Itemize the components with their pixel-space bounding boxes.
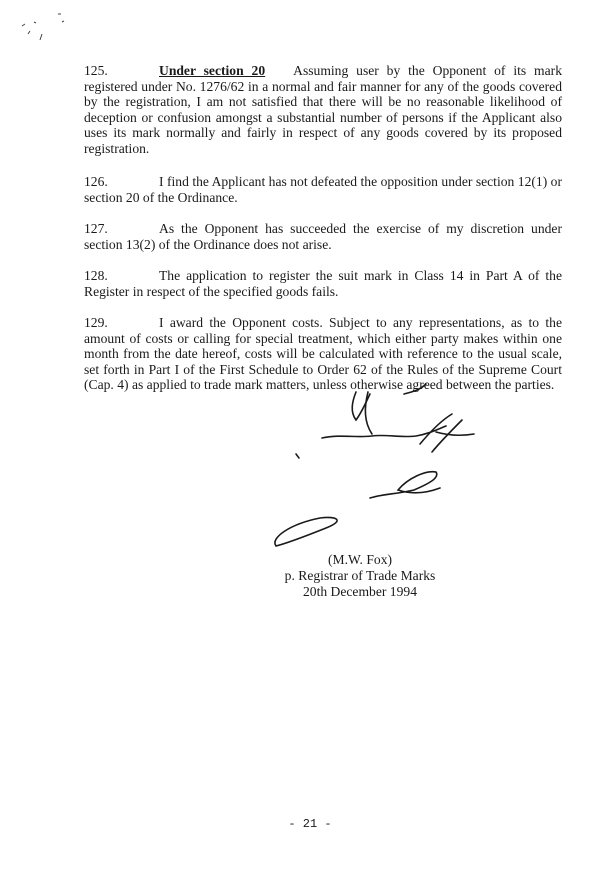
- signature-strokes: [275, 384, 474, 546]
- paragraph-number: 126.: [84, 174, 108, 189]
- paragraph-number: 127.: [84, 221, 108, 236]
- page-number: - 21 -: [288, 817, 332, 831]
- paragraph-number: 125.: [84, 63, 108, 78]
- signature-date: 20th December 1994: [302, 584, 417, 599]
- paragraph-number: 129.: [84, 315, 108, 330]
- paragraph-text: As the Opponent has succeeded the exercise of my discretion under section 13(2) of the Ordinance does not arise.: [84, 221, 562, 252]
- paragraph-text: The application to register the suit mark in Class 14 in Part A of the Register in respect of the specified goods fails.: [84, 268, 562, 299]
- paragraph-text: I award the Opponent costs. Subject to any representations, as to the amount of costs or calling for special treatment, which either party makes within one month from the date hereof, costs will be calculated with reference to the usual scale, set forth in Part I of the First Schedule to Order 62 of the Rules of the Supreme Court (Cap. 4) as applied to trade mark matters, unless otherwise agreed between the parties.: [84, 315, 562, 393]
- paragraph-text: I find the Applicant has not defeated the opposition under section 12(1) or section 20 of the Ordinance.: [84, 174, 562, 205]
- signatory-name: (M.W. Fox): [327, 552, 393, 567]
- paragraph-text: Assuming user by the Opponent of its mark registered under No. 1276/62 in a normal and fair manner for any of the goods covered by the registration, I am not satisfied that there will be no reasonable likelihood of deception or confusion amongst a substantial number of persons if the Applicant also uses its mark normally and fairly in respect of any goods covered by its proposed registration.: [84, 63, 562, 156]
- section-heading: Under section 20: [159, 63, 266, 78]
- signatory-title: p. Registrar of Trade Marks: [284, 568, 436, 583]
- scan-specks: [22, 14, 64, 40]
- paragraph-number: 128.: [84, 268, 108, 283]
